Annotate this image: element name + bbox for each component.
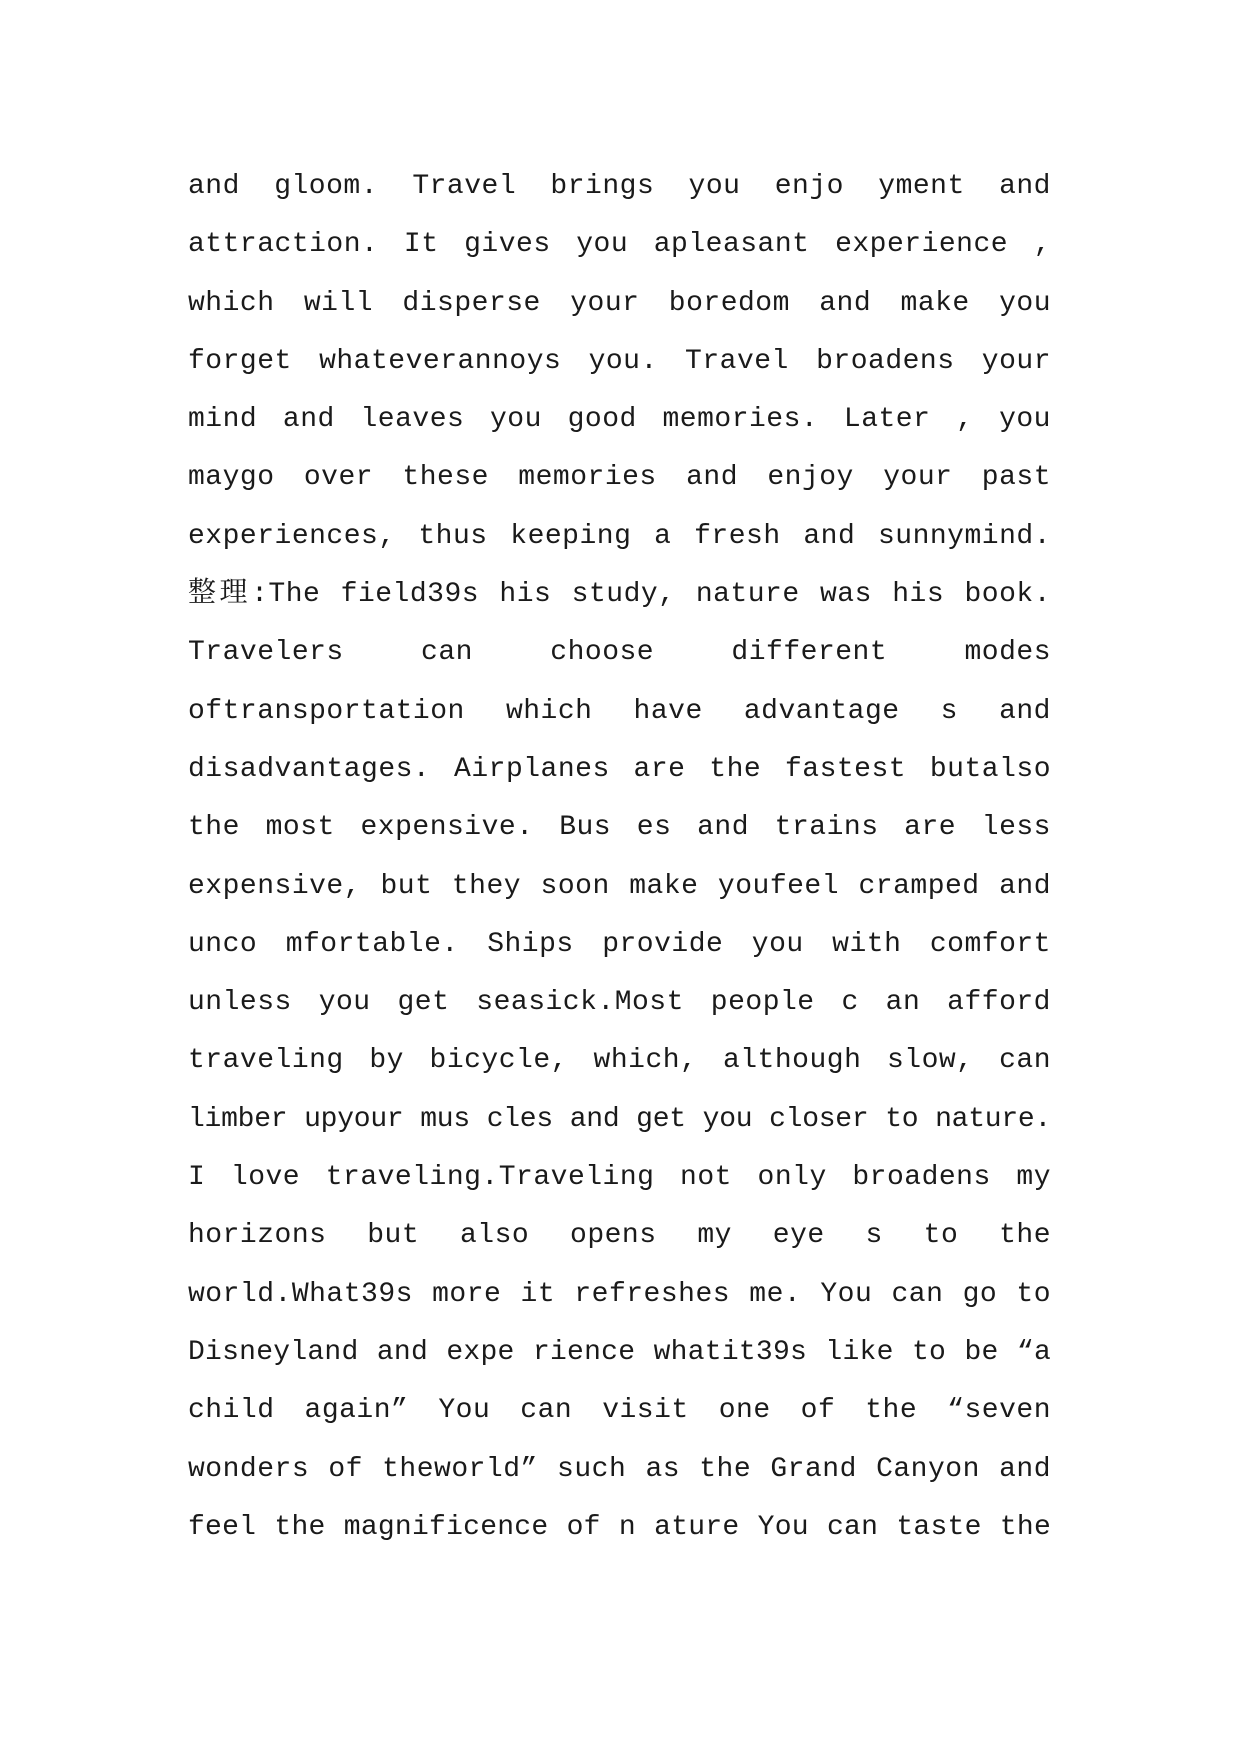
text-line: disadvantages. Airplanes are the fastest butalso [188,753,1051,785]
text-line: experiences, thus keeping a fresh and sunnymind. [188,520,1051,552]
text-line: which will disperse your boredom and make you [188,287,1051,319]
text-line: attraction. It gives you apleasant experience , [188,229,1051,261]
text-line: Disneyland and expe rience whatit39s like to be “a [188,1336,1051,1368]
text-line: I love traveling.Traveling not only broadens my [188,1162,1051,1194]
text-line: 整理:The field39s his study, nature was his book. [188,579,1051,611]
body-text [188,158,1051,1557]
text-line: unless you get seasick.Most people c an afford [188,987,1051,1019]
text-line: Travelers can choose different modes [188,637,1051,669]
text-line: feel the magnificence of n ature You can taste the [188,1511,1051,1543]
text-line: expensive, but they soon make youfeel cramped and [188,870,1051,902]
text-line: mind and leaves you good memories. Later , you [188,404,1051,436]
text-line: traveling by bicycle, which, although slow, can [188,1045,1051,1077]
text-line: forget whateverannoys you. Travel broadens your [188,345,1051,377]
text-line: the most expensive. Bus es and trains are less [188,812,1051,844]
text-line: maygo over these memories and enjoy your past [188,462,1051,494]
text-line: oftransportation which have advantage s and [188,695,1051,727]
text-line: world.What39s more it refreshes me. You can go to [188,1278,1051,1310]
text-line: limber upyour mus cles and get you closer to nature. [188,1103,1051,1135]
text-line: child again” You can visit one of the “seven [188,1395,1051,1427]
text-line: unco mfortable. Ships provide you with comfort [188,928,1051,960]
text-line: horizons but also opens my eye s to the [188,1220,1051,1252]
text-line: and gloom. Travel brings you enjo yment and [188,171,1051,202]
text-line: wonders of theworld” such as the Grand Canyon and [188,1453,1051,1485]
